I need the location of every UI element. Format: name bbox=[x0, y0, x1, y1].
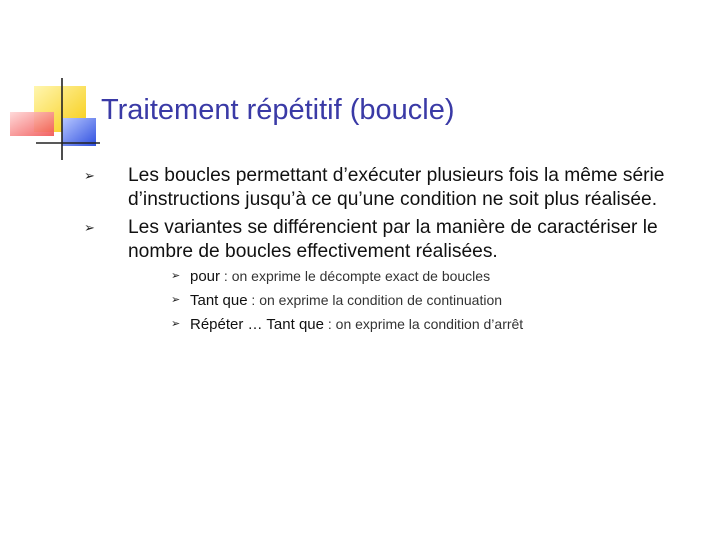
sub-bullet-text: on exprime la condition d’arrêt bbox=[335, 316, 524, 332]
sub-bullet-keyword: pour bbox=[190, 268, 221, 285]
sub-bullet-separator: : bbox=[247, 292, 260, 308]
sub-bullet-arrow-icon: ➢ bbox=[171, 270, 181, 282]
sub-bullet-arrow-icon: ➢ bbox=[171, 294, 181, 306]
sub-bullet-pour bbox=[171, 265, 690, 288]
slide-title: Traitement répétitif (boucle) bbox=[101, 94, 455, 126]
sub-bullet-repeter-tant-que bbox=[171, 313, 690, 336]
sub-bullet-separator: : bbox=[323, 316, 336, 332]
bullet-2 bbox=[84, 216, 708, 264]
slide-logo-decoration bbox=[0, 0, 100, 170]
bullet-1-line-1: Les boucles permettant d’exécuter plusieurs fois la même série bbox=[128, 165, 665, 186]
bullet-2-line-2: nombre de boucles effectivement réalisées. bbox=[128, 241, 498, 262]
sub-bullet-tant-que bbox=[171, 289, 690, 312]
bullet-1-line-2: d’instructions jusqu’à ce qu’une condition ne soit plus réalisée. bbox=[128, 189, 658, 210]
sub-bullet-keyword: Répéter … Tant que bbox=[190, 316, 324, 333]
logo-blue-square bbox=[62, 118, 96, 146]
sub-bullet-keyword: Tant que bbox=[190, 292, 248, 309]
sub-bullet-text: on exprime la condition de continuation bbox=[259, 292, 503, 308]
sub-bullet-arrow-icon: ➢ bbox=[171, 318, 181, 330]
logo-red-square bbox=[10, 112, 54, 136]
sub-bullet-text: on exprime le décompte exact de boucles bbox=[231, 268, 491, 284]
bullet-2-line-1: Les variantes se différencient par la manière de caractériser le bbox=[128, 217, 658, 238]
bullet-1 bbox=[84, 164, 708, 212]
bullet-arrow-icon: ➢ bbox=[84, 220, 95, 235]
sub-bullet-separator: : bbox=[220, 268, 232, 284]
bullet-arrow-icon: ➢ bbox=[84, 168, 95, 183]
